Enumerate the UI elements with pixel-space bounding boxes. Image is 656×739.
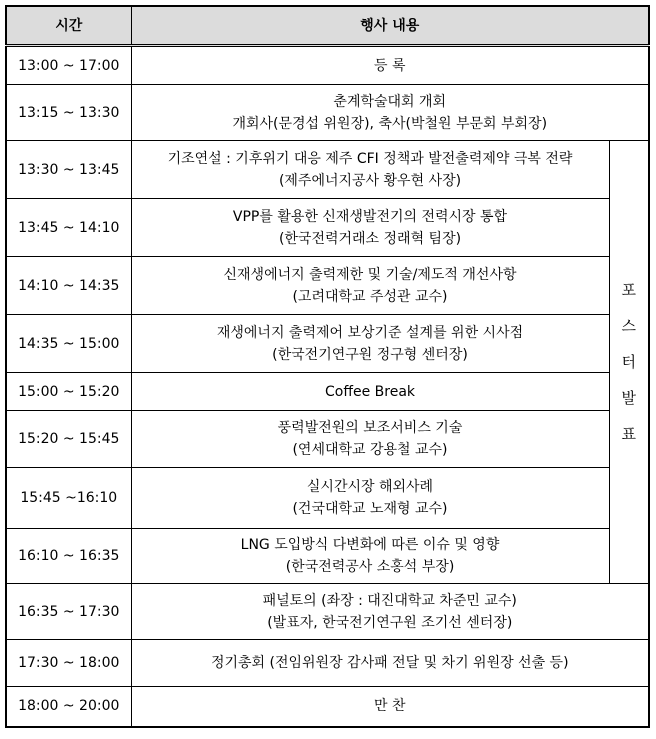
content-line: 개회사(문경섭 위원장), 축사(박철원 부문회 부회장) [232, 115, 548, 132]
table-row [6, 85, 649, 141]
content-line: 신재생에너지 출력제한 및 기술/제도적 개선사항 [223, 266, 517, 283]
content-line: 기조연설 : 기후위기 대응 제주 CFI 정책과 발전출력제약 극복 전략 [167, 150, 573, 167]
content-cell [131, 373, 609, 411]
table-row [6, 584, 649, 640]
content-line: 풍력발전원의 보조서비스 기술 [277, 420, 463, 436]
content-line: 춘계학술대회 개회 [333, 93, 447, 110]
content-line: (한국전력공사 소홍석 부장) [285, 559, 455, 575]
content-line: (발표자, 한국전기연구원 조기선 센터장) [267, 614, 513, 631]
time-cell: 15:00 ~ 15:20 [6, 373, 131, 411]
content-line: 정기총회 (전임위원장 감사패 전달 및 차기 위원장 선출 등) [210, 655, 569, 671]
time-cell: 17:30 ~ 18:00 [6, 640, 131, 687]
table-row [6, 199, 649, 257]
content-line: (한국전력거래소 정래혁 팀장) [278, 230, 462, 247]
content-line: Coffee Break [324, 383, 415, 400]
content-cell [131, 199, 609, 257]
table-row [6, 468, 649, 529]
schedule-table [5, 5, 650, 728]
time-cell: 15:45 ~16:10 [6, 468, 131, 529]
side-label-char: 터 [621, 353, 636, 371]
content-line: 재생에너지 출력제어 보상기준 설계를 위한 시사점 [216, 324, 524, 341]
table-row [6, 640, 649, 687]
table-row [6, 411, 649, 468]
content-line: VPP를 활용한 신재생발전기의 전력시장 통합 [232, 208, 508, 225]
content-cell [131, 315, 609, 373]
content-line: (건국대학교 노재형 교수) [292, 501, 448, 517]
content-cell [131, 46, 649, 85]
content-line: 실시간시장 해외사례 [306, 479, 434, 495]
content-cell [131, 468, 609, 529]
poster-session-label [609, 141, 649, 584]
content-line: 만 찬 [374, 698, 406, 715]
content-cell [131, 85, 649, 141]
content-line: LNG 도입방식 다변화에 따른 이슈 및 영향 [240, 537, 500, 553]
time-cell: 16:35 ~ 17:30 [6, 584, 131, 640]
table-row [6, 373, 649, 411]
time-cell: 13:15 ~ 13:30 [6, 85, 131, 141]
side-label-char: 표 [621, 425, 636, 443]
table-row [6, 257, 649, 315]
time-cell: 15:20 ~ 15:45 [6, 411, 131, 468]
content-cell [131, 687, 649, 727]
time-cell: 13:00 ~ 17:00 [6, 46, 131, 85]
time-cell: 14:35 ~ 15:00 [6, 315, 131, 373]
content-cell [131, 640, 649, 687]
content-line: 등 록 [374, 57, 406, 74]
table-row [6, 315, 649, 373]
header-content: 행사 내용 [131, 6, 649, 46]
time-cell: 13:30 ~ 13:45 [6, 141, 131, 199]
content-line: 패널토의 (좌장 : 대진대학교 차준민 교수) [262, 592, 517, 609]
time-cell: 14:10 ~ 14:35 [6, 257, 131, 315]
content-line: (한국전기연구원 정구형 센터장) [272, 346, 468, 363]
side-label-char: 포 [621, 281, 636, 299]
content-line: (제주에너지공사 황우현 사장) [278, 172, 462, 189]
content-cell [131, 411, 609, 468]
time-cell: 18:00 ~ 20:00 [6, 687, 131, 727]
table-row [6, 46, 649, 85]
content-line: (고려대학교 주성관 교수) [292, 288, 448, 305]
side-label-char: 발 [621, 389, 636, 407]
time-cell: 13:45 ~ 14:10 [6, 199, 131, 257]
header-time: 시간 [6, 6, 131, 46]
side-label-char: 스 [621, 317, 636, 335]
content-cell [131, 529, 609, 584]
content-line: (연세대학교 강용철 교수) [292, 442, 448, 458]
content-cell [131, 257, 609, 315]
content-cell [131, 141, 609, 199]
table-row [6, 141, 649, 199]
table-row [6, 687, 649, 727]
time-cell: 16:10 ~ 16:35 [6, 529, 131, 584]
header-row [6, 6, 649, 46]
table-row [6, 529, 649, 584]
content-cell [131, 584, 649, 640]
